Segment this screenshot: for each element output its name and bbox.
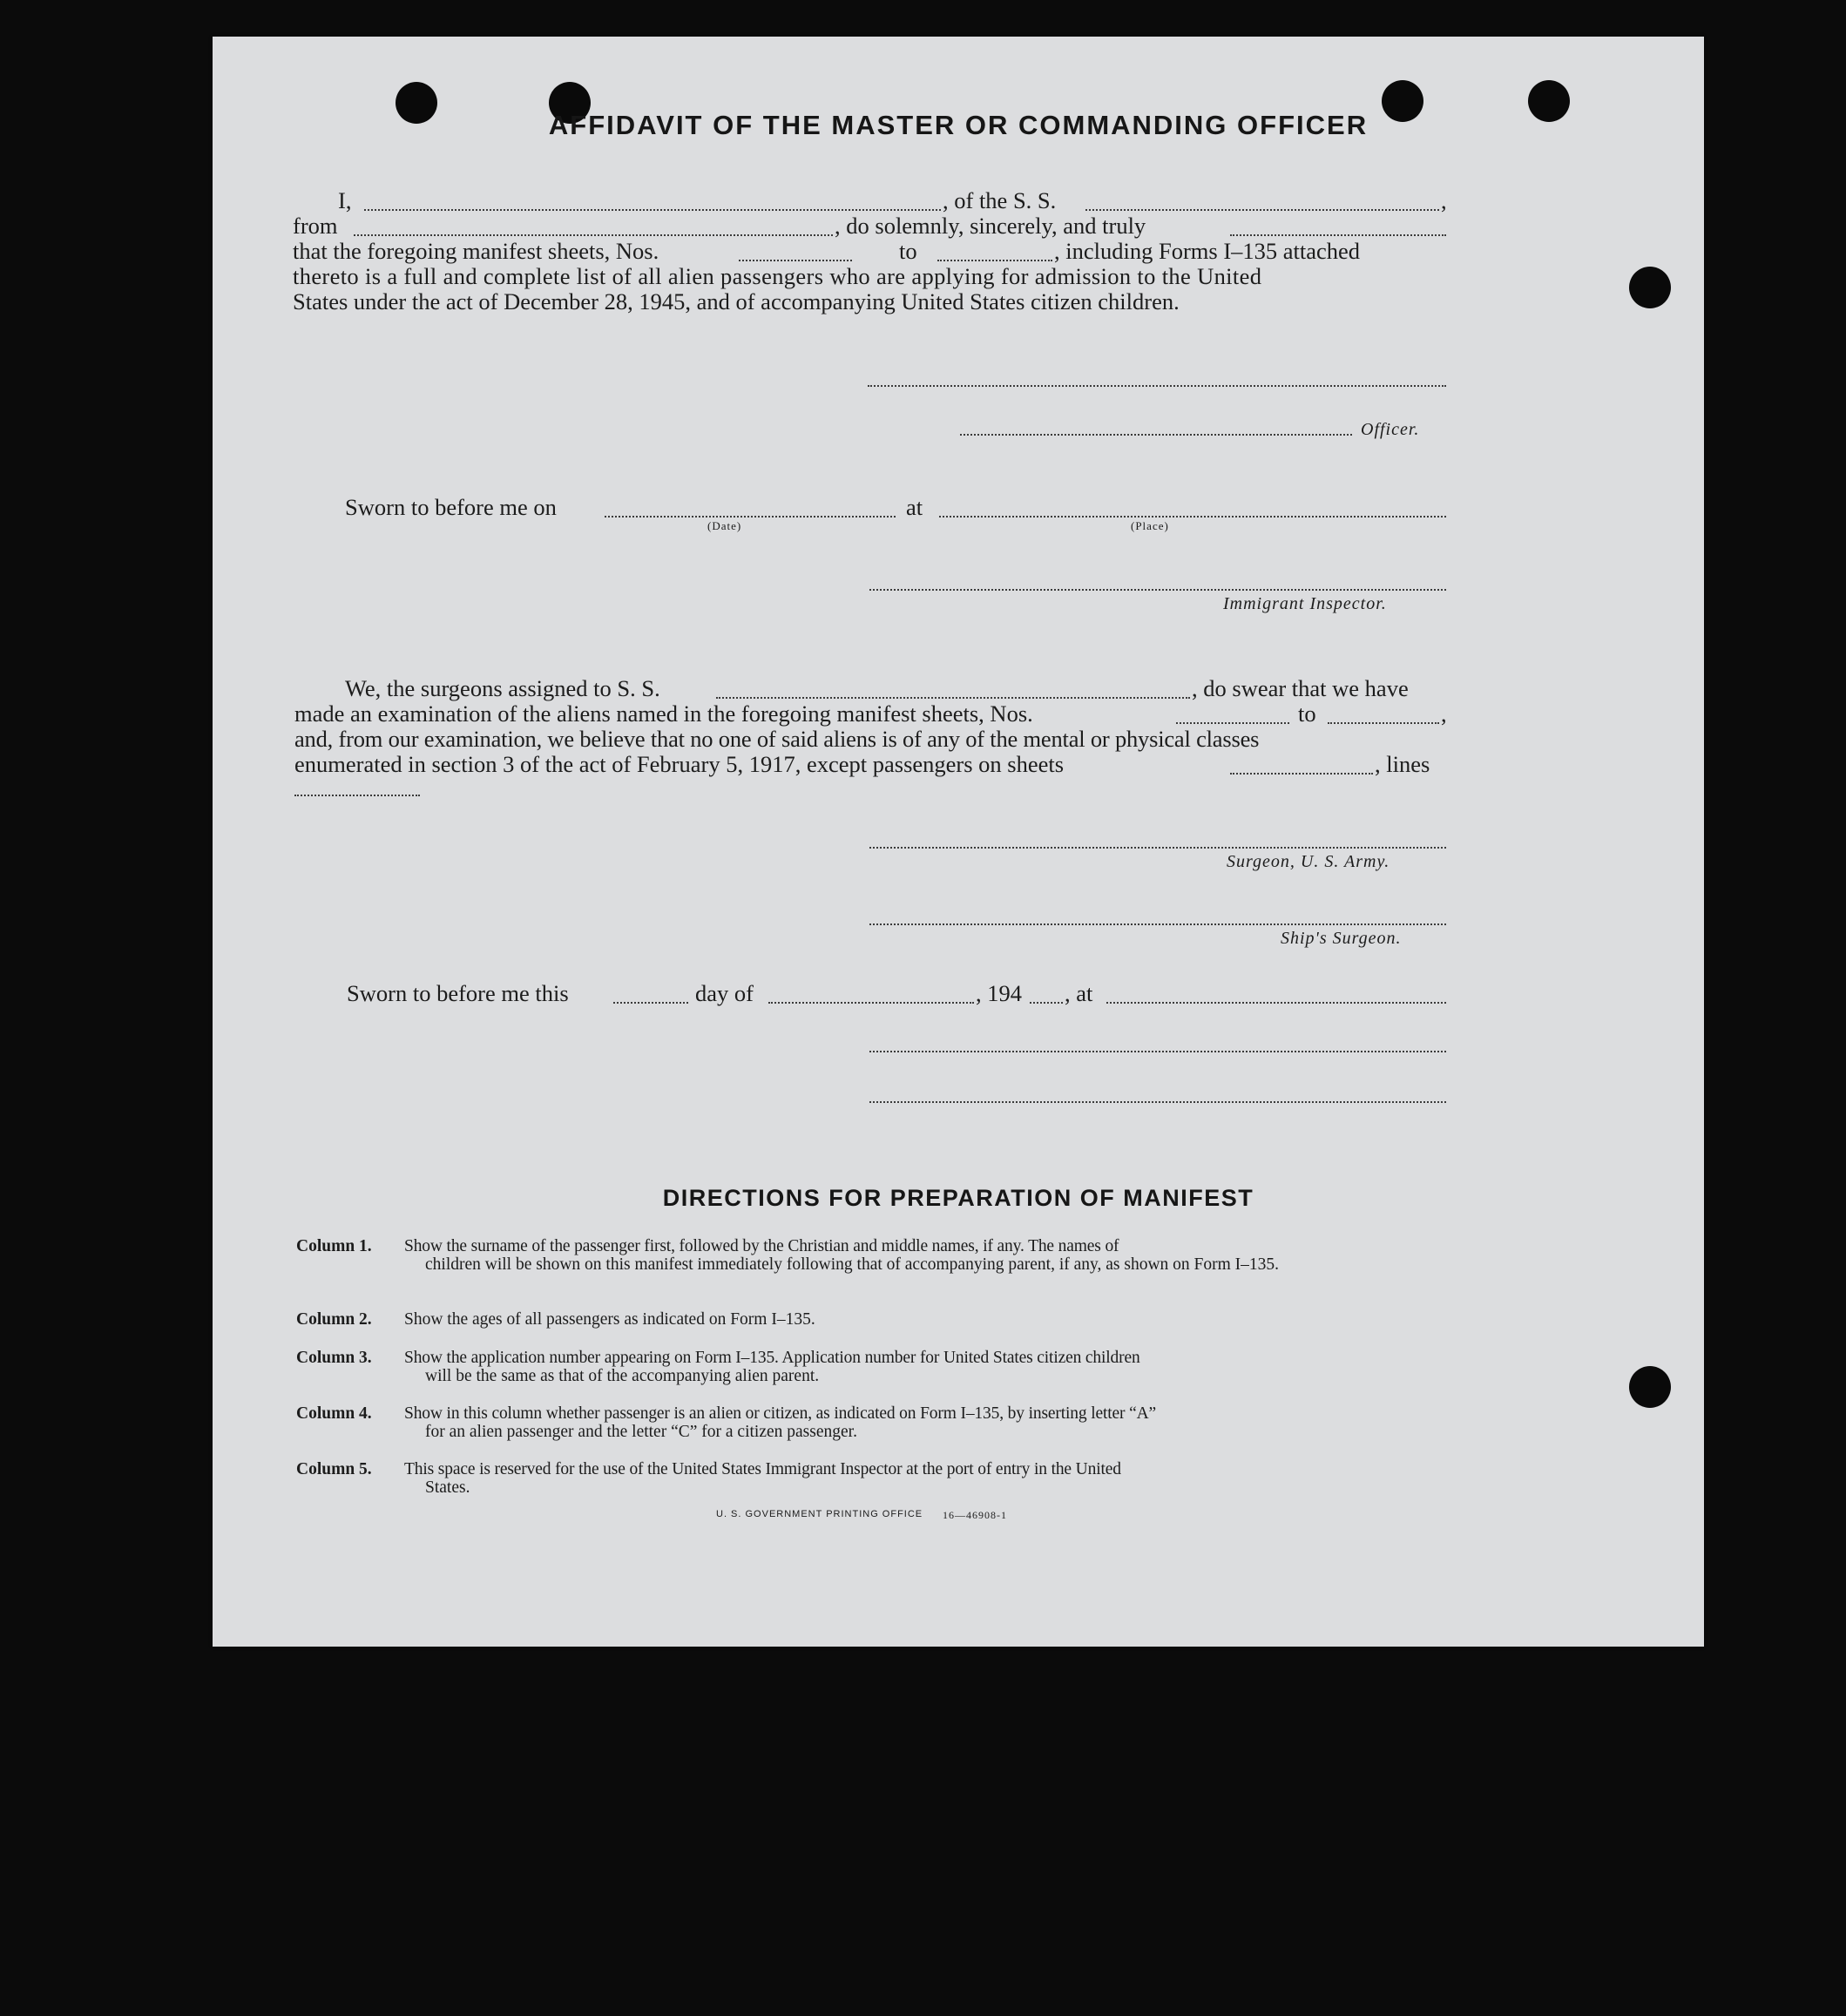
sworn-month-field[interactable] <box>768 1002 974 1004</box>
direction-text: will be the same as that of the accompanying alien parent. <box>425 1367 820 1385</box>
form-page <box>213 37 1704 1647</box>
port-from-field[interactable] <box>354 234 833 236</box>
sworn-date-field[interactable] <box>605 516 896 518</box>
direction-label: Column 3. <box>296 1349 372 1367</box>
surgeons-text: We, the surgeons assigned to S. S. <box>345 675 660 701</box>
date-caption: (Date) <box>707 519 742 532</box>
sworn-day-field[interactable] <box>613 1002 688 1004</box>
sworn-year-field[interactable] <box>1030 1002 1063 1004</box>
except-lines-field[interactable] <box>294 795 420 796</box>
direction-text: for an alien passenger and the letter “C” for a citizen passenger. <box>425 1423 857 1441</box>
affidavit-text: , <box>1441 187 1447 213</box>
direction-text: This space is reserved for the use of the United States Immigrant Inspector at the port of entry in the United <box>404 1460 1121 1478</box>
sheet-to-field[interactable] <box>937 260 1052 261</box>
direction-text: children will be shown on this manifest immediately following that of accompanying parent, if any, as shown on Form I–135. <box>425 1255 1280 1274</box>
surgeons-text: made an examination of the aliens named in the foregoing manifest sheets, Nos. <box>294 700 1033 727</box>
form-code: 16—46908-1 <box>943 1509 1007 1521</box>
direction-label: Column 2. <box>296 1310 372 1329</box>
ship-surgeon-signature-line[interactable] <box>869 923 1446 925</box>
surgeon-ship-field[interactable] <box>716 697 1190 699</box>
surgeons-text: and, from our examination, we believe that no one of said aliens is of any of the mental or physical classes <box>294 726 1260 752</box>
surgeons-text: to <box>1298 700 1316 727</box>
surgeon-sheet-to-field[interactable] <box>1328 722 1439 724</box>
punch-hole <box>1629 267 1671 308</box>
officer-label: Officer. <box>1361 420 1420 439</box>
surgeons-text: , lines <box>1375 751 1430 777</box>
sworn-text: Sworn to before me this <box>347 980 569 1006</box>
direction-label: Column 5. <box>296 1460 372 1478</box>
affidavit-text: , do solemnly, sincerely, and truly <box>835 213 1146 239</box>
sworn-text: day of <box>695 980 754 1006</box>
ship-surgeon-label: Ship's Surgeon. <box>1281 929 1402 948</box>
affidavit-text: States under the act of December 28, 1945, and of accompanying United States citizen children. <box>293 288 1180 315</box>
place-caption: (Place) <box>1131 519 1169 532</box>
army-surgeon-signature-line[interactable] <box>869 847 1446 849</box>
directions-title: DIRECTIONS FOR PREPARATION OF MANIFEST <box>662 1185 1254 1211</box>
sworn-text: , at <box>1065 980 1093 1006</box>
page-title: AFFIDAVIT OF THE MASTER OR COMMANDING OFFICER <box>548 110 1369 140</box>
surgeon-sheet-from-field[interactable] <box>1176 722 1289 724</box>
ship-name-field[interactable] <box>1085 209 1439 211</box>
army-surgeon-label: Surgeon, U. S. Army. <box>1227 852 1390 871</box>
sworn-text: Sworn to before me on <box>345 494 557 520</box>
surgeons-text: enumerated in section 3 of the act of February 5, 1917, except passengers on sheets <box>294 751 1065 777</box>
official-signature-line[interactable] <box>869 1051 1446 1052</box>
surgeons-text: , do swear that we have <box>1192 675 1409 701</box>
sheet-from-field[interactable] <box>739 260 852 261</box>
direction-label: Column 1. <box>296 1237 372 1255</box>
surgeons-text: , <box>1441 700 1447 727</box>
punch-hole <box>1629 1366 1671 1408</box>
sworn-text: , 194 <box>976 980 1022 1006</box>
printing-office-imprint: U. S. GOVERNMENT PRINTING OFFICE <box>716 1509 923 1519</box>
direction-text: Show the ages of all passengers as indicated on Form I–135. <box>404 1310 815 1329</box>
sworn-place-field[interactable] <box>939 516 1446 518</box>
direction-label: Column 4. <box>296 1404 372 1423</box>
affidavit-text: from <box>293 213 338 239</box>
direction-text: Show in this column whether passenger is an alien or citizen, as indicated on Form I–135, by inserting letter “A” <box>404 1404 1157 1423</box>
master-name-field[interactable] <box>364 209 941 211</box>
affidavit-text: to <box>899 238 917 264</box>
affidavit-text: thereto is a full and complete list of all alien passengers who are applying for admission to the United <box>293 263 1262 289</box>
master-signature-line[interactable] <box>868 385 1446 387</box>
sworn-place-field-2[interactable] <box>1106 1002 1446 1004</box>
direction-text: Show the application number appearing on Form I–135. Application number for United States citizen children <box>404 1349 1140 1367</box>
affidavit-text: , of the S. S. <box>943 187 1057 213</box>
direction-text: States. <box>425 1478 470 1497</box>
sworn-text: at <box>906 494 923 520</box>
oath-field[interactable] <box>1230 234 1446 236</box>
direction-text: Show the surname of the passenger first, followed by the Christian and middle names, if any. The names of <box>404 1237 1119 1255</box>
affidavit-text: , including Forms I–135 attached <box>1054 238 1361 264</box>
affidavit-text: I, <box>338 187 352 213</box>
inspector-label: Immigrant Inspector. <box>1223 594 1387 613</box>
except-sheets-field[interactable] <box>1230 773 1373 775</box>
inspector-signature-line[interactable] <box>869 589 1446 591</box>
affidavit-text: that the foregoing manifest sheets, Nos. <box>293 238 659 264</box>
official-title-line[interactable] <box>869 1101 1446 1103</box>
officer-signature-line[interactable] <box>960 434 1352 436</box>
